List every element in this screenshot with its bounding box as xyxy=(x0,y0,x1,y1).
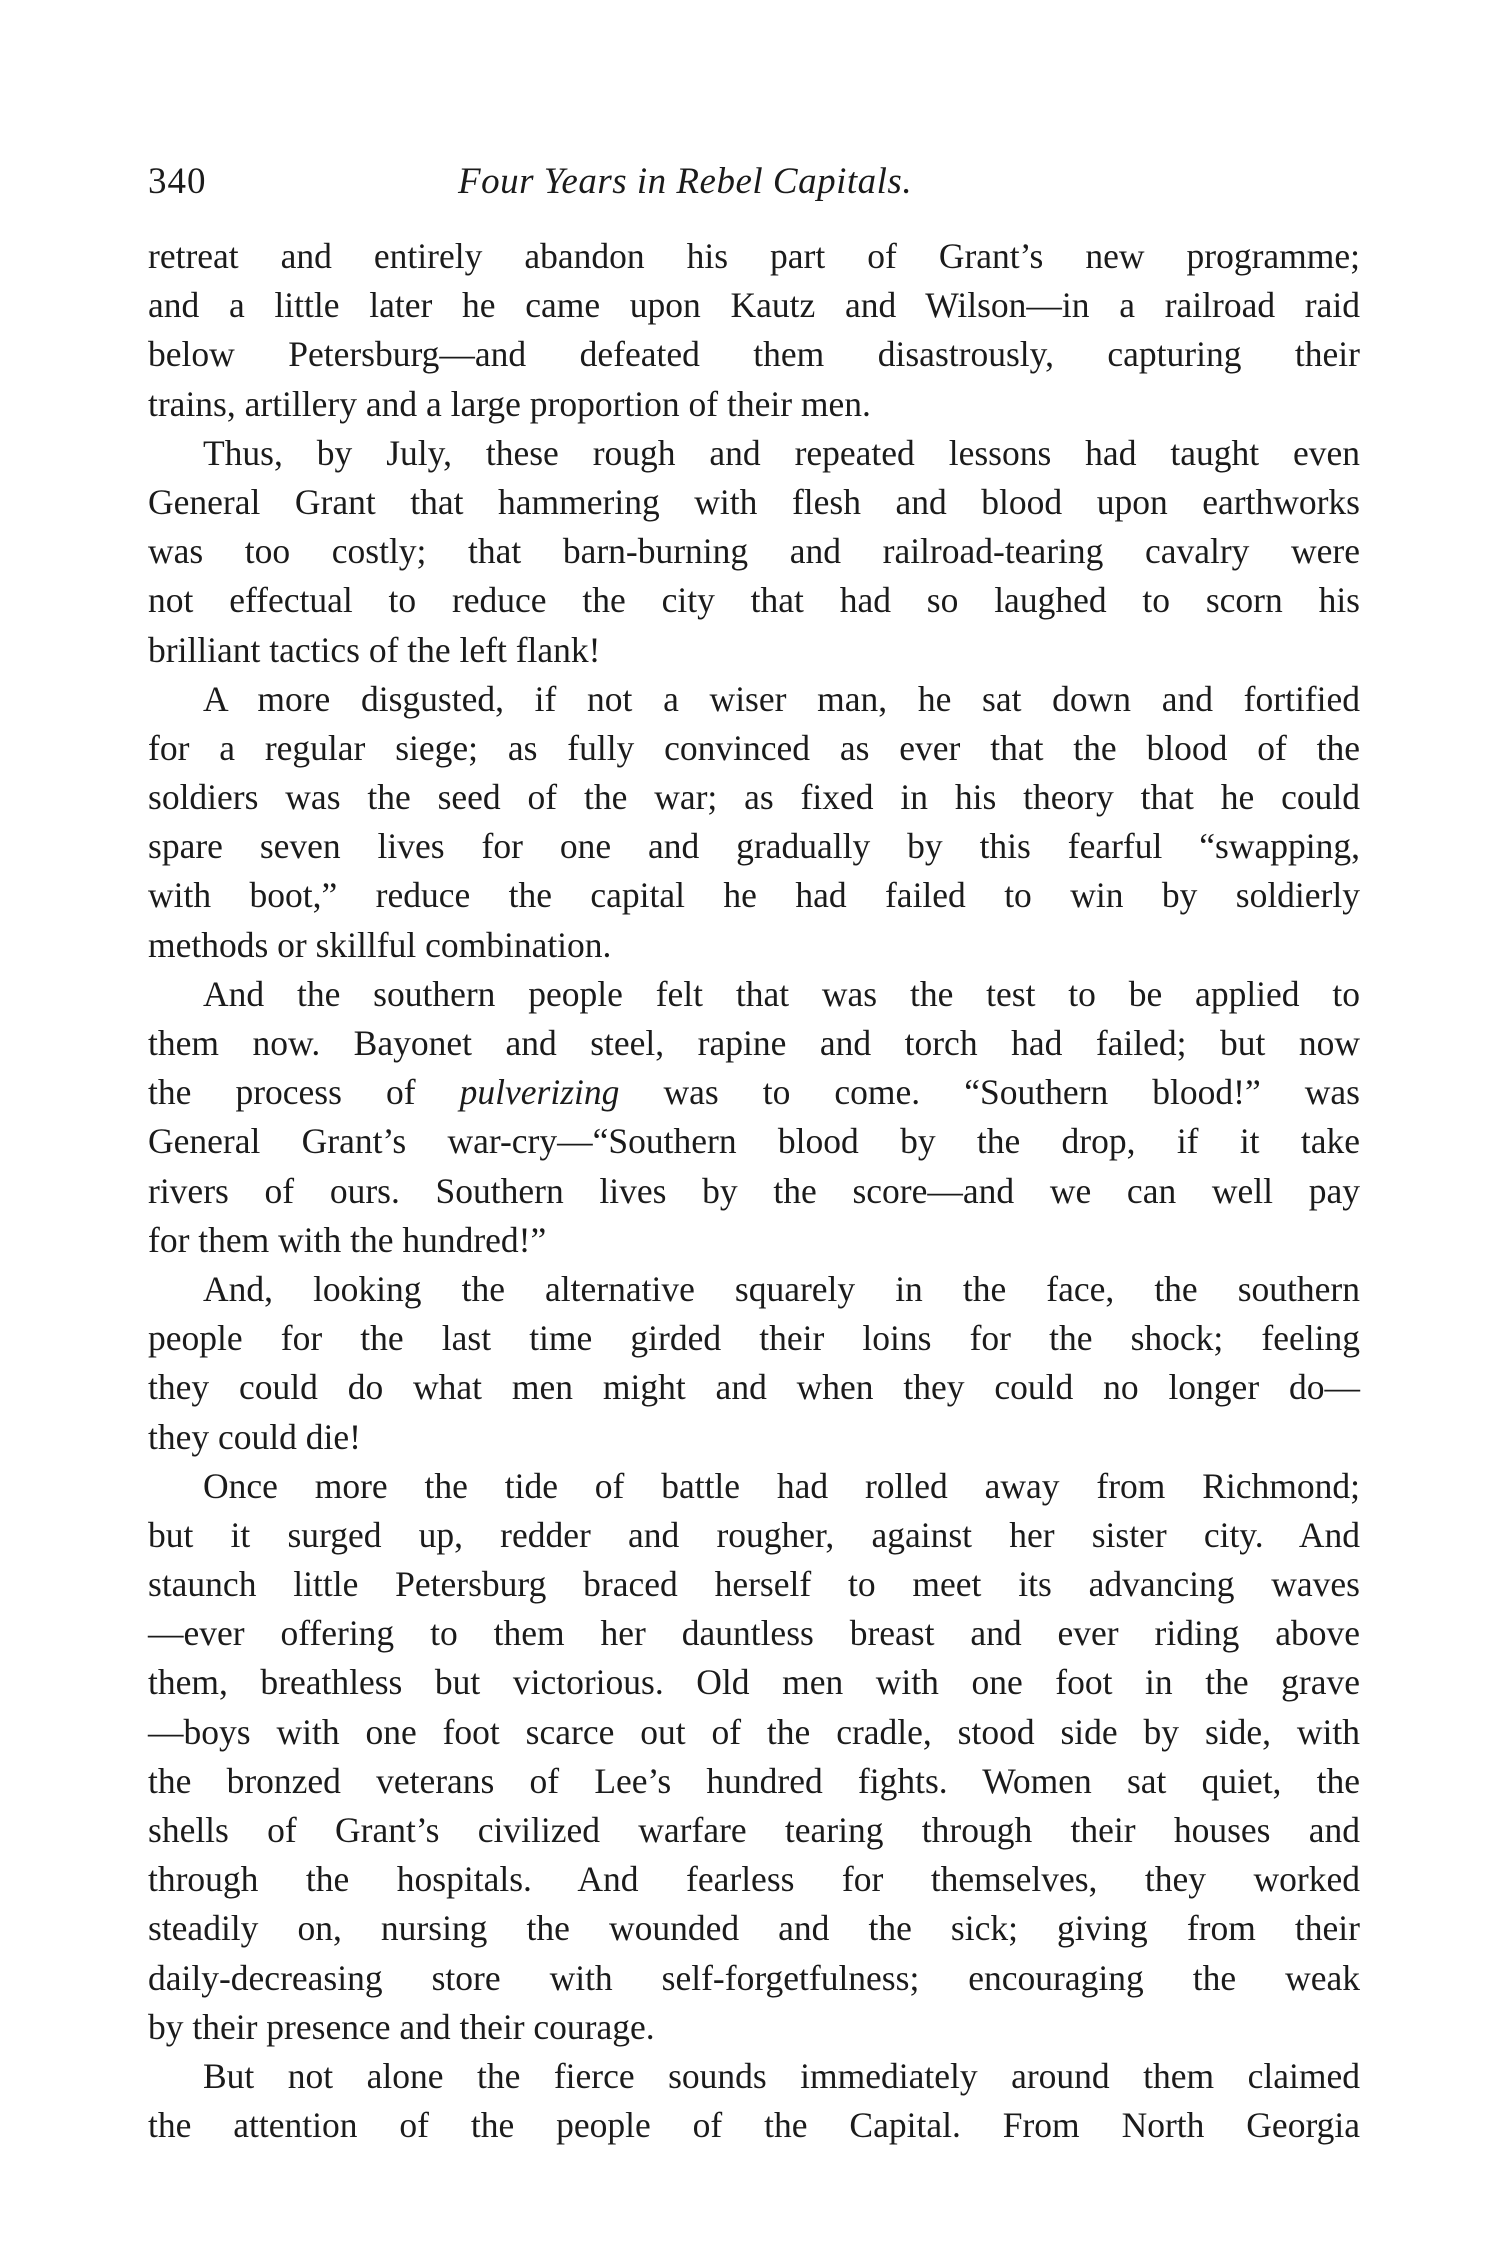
text-line: methods or skillful combination. xyxy=(148,924,612,965)
text-line: not effectual to reduce the city that had so laughed to scorn his xyxy=(148,580,1360,621)
italic-word: pulverizing xyxy=(459,1072,620,1113)
running-head xyxy=(148,150,1360,210)
text-line: brilliant tactics of the left flank! xyxy=(148,629,601,670)
text-line: people for the last time girded their loins for the shock; feeling xyxy=(148,1318,1360,1359)
book-page xyxy=(148,150,1360,2150)
paragraph-first-line: A more disgusted, if not a wiser man, he sat down and fortified xyxy=(203,678,1360,719)
text-line: spare seven lives for one and gradually by this fearful “swapping, xyxy=(148,826,1360,867)
text-line: for them with the hundred!” xyxy=(148,1219,547,1260)
text-line: the attention of the people of the Capital. From North Georgia xyxy=(148,2105,1360,2146)
text-line: was too costly; that barn-burning and railroad-tearing cavalry were xyxy=(148,531,1360,572)
text-line: for a regular siege; as fully convinced as ever that the blood of the xyxy=(148,727,1360,768)
text-line: them, breathless but victorious. Old men with one foot in the grave xyxy=(148,1662,1360,1703)
page-number: 340 xyxy=(148,161,207,202)
body-text xyxy=(148,232,1360,2150)
text-line: trains, artillery and a large proportion of their men. xyxy=(148,383,871,424)
text-line: the process of pulverizing was to come. “Southern blood!” was xyxy=(148,1072,1360,1113)
text-line: the bronzed veterans of Lee’s hundred fights. Women sat quiet, the xyxy=(148,1760,1360,1801)
text-line: they could do what men might and when they could no longer do— xyxy=(148,1367,1360,1408)
text-line: —boys with one foot scarce out of the cradle, stood side by side, with xyxy=(148,1711,1360,1752)
text-line: them now. Bayonet and steel, rapine and torch had failed; but now xyxy=(148,1023,1360,1063)
text-line: by their presence and their courage. xyxy=(148,2006,655,2047)
text-line: General Grant’s war-cry—“Southern blood by the drop, if it take xyxy=(148,1121,1360,1162)
text-line: steadily on, nursing the wounded and the sick; giving from their xyxy=(148,1908,1360,1949)
text-line: through the hospitals. And fearless for themselves, they worked xyxy=(148,1859,1360,1900)
text-line: staunch little Petersburg braced herself to meet its advancing waves xyxy=(148,1564,1360,1605)
text-line: —ever offering to them her dauntless breast and ever riding above xyxy=(148,1613,1360,1654)
text-line: with boot,” reduce the capital he had failed to win by soldierly xyxy=(148,875,1360,916)
text-line: General Grant that hammering with flesh and blood upon earthworks xyxy=(148,481,1360,522)
text-line: and a little later he came upon Kautz and Wilson—in a railroad raid xyxy=(148,285,1360,326)
text-line: rivers of ours. Southern lives by the score—and we can well pay xyxy=(148,1170,1360,1211)
paragraph-first-line: Once more the tide of battle had rolled away from Richmond; xyxy=(203,1465,1360,1506)
paragraph-first-line: Thus, by July, these rough and repeated lessons had taught even xyxy=(203,432,1360,473)
text-line: they could die! xyxy=(148,1416,361,1457)
text-line: but it surged up, redder and rougher, against her sister city. And xyxy=(148,1514,1360,1555)
text-line: retreat and entirely abandon his part of Grant’s new programme; xyxy=(148,236,1360,276)
text-line: soldiers was the seed of the war; as fixed in his theory that he could xyxy=(148,777,1360,818)
paragraph-first-line: And, looking the alternative squarely in the face, the southern xyxy=(203,1268,1360,1309)
text-line: shells of Grant’s civilized warfare tearing through their houses and xyxy=(148,1810,1360,1850)
paragraph-first-line: But not alone the fierce sounds immediately around them claimed xyxy=(203,2055,1360,2096)
running-title: Four Years in Rebel Capitals. xyxy=(458,161,913,202)
text-line: daily-decreasing store with self-forgetfulness; encouraging the weak xyxy=(148,1957,1360,1998)
text-line: below Petersburg—and defeated them disastrously, capturing their xyxy=(148,334,1360,375)
paragraph-first-line: And the southern people felt that was the test to be applied to xyxy=(203,973,1360,1014)
